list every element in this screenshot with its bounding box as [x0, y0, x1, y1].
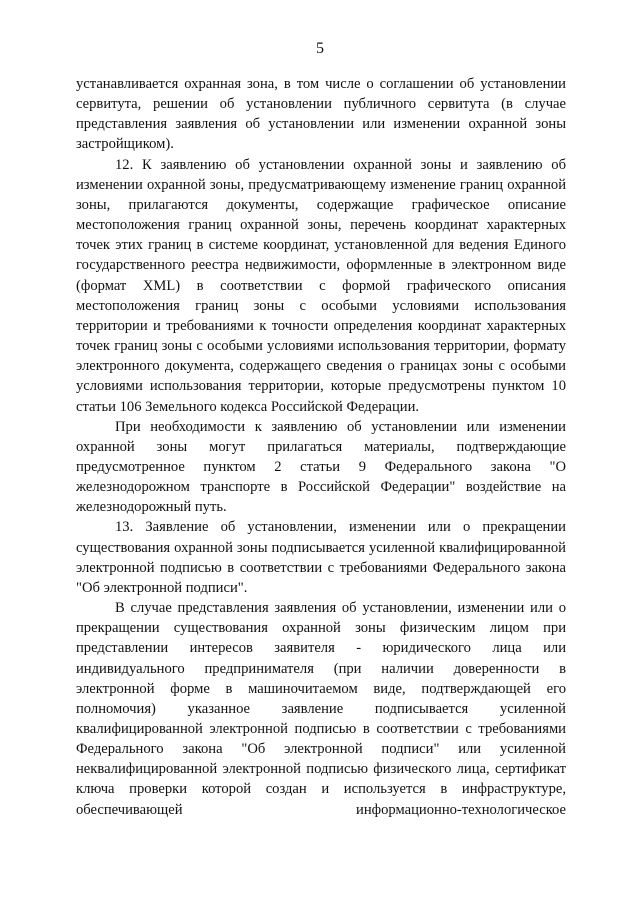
paragraph-item-12: 12. К заявлению об установлении охранной зоны и заявлению об изменении охранной зоны, предусматривающему изменение границ охранной зоны, прилагаются документы, содержащие графическое описание местоположения границ охранной зоны, перечень координат характерных точек этих границ в системе координат, установленной для ведения Единого государственного реестра недвижимости, оформленные в электронном виде (формат XML) в соответствии с формой графического описания местоположения границ зоны с особыми условиями использования территории и требованиями к точности определения координат характерных точек границ зоны с особыми условиями использования территории, формату электронного документа, содержащего сведения о границах зоны с особыми условиями использования территории, которые предусмотрены пунктом 10 статьи 106 Земельного кодекса Российской Федерации.	[76, 156, 566, 415]
paragraph-signature-case: В случае представления заявления об установлении, изменении или о прекращении существования охранной зоны физическим лицом при представлении интересов заявителя - юридического лица или индивидуального предпринимателя (при наличии доверенности в электронной форме в машиночитаемом виде, подтверждающей его полномочия) указанное заявление подписывается усиленной квалифицированной электронной подписью в соответствии с требованиями Федерального закона "Об электронной подписи" или усиленной неквалифицированной электронной подписью физического лица, сертификат ключа проверки которой создан и используется в инфраструктуре, обеспечивающей информационно-технологическое	[76, 600, 566, 818]
page-number: 5	[316, 40, 324, 57]
paragraph-item-13: 13. Заявление об установлении, изменении или о прекращении существования охранной зоны подписывается усиленной квалифицированной электронной подписью в соответствии с требованиями Федерального закона "Об электронной подписи".	[76, 519, 566, 596]
paragraph-continuation: устанавливается охранная зона, в том числе о соглашении об установлении сервитута, решении об установлении публичного сервитута (в случае представления заявления об установлении или изменении охранной зоны застройщиком).	[76, 76, 566, 153]
document-body	[76, 74, 566, 820]
paragraph-additional-materials: При необходимости к заявлению об установлении или изменении охранной зоны могут прилагаться материалы, подтверждающие предусмотренное пунктом 2 статьи 9 Федерального закона "О железнодорожном транспорте в Российской Федерации" воздействие на железнодорожный путь.	[76, 418, 566, 516]
